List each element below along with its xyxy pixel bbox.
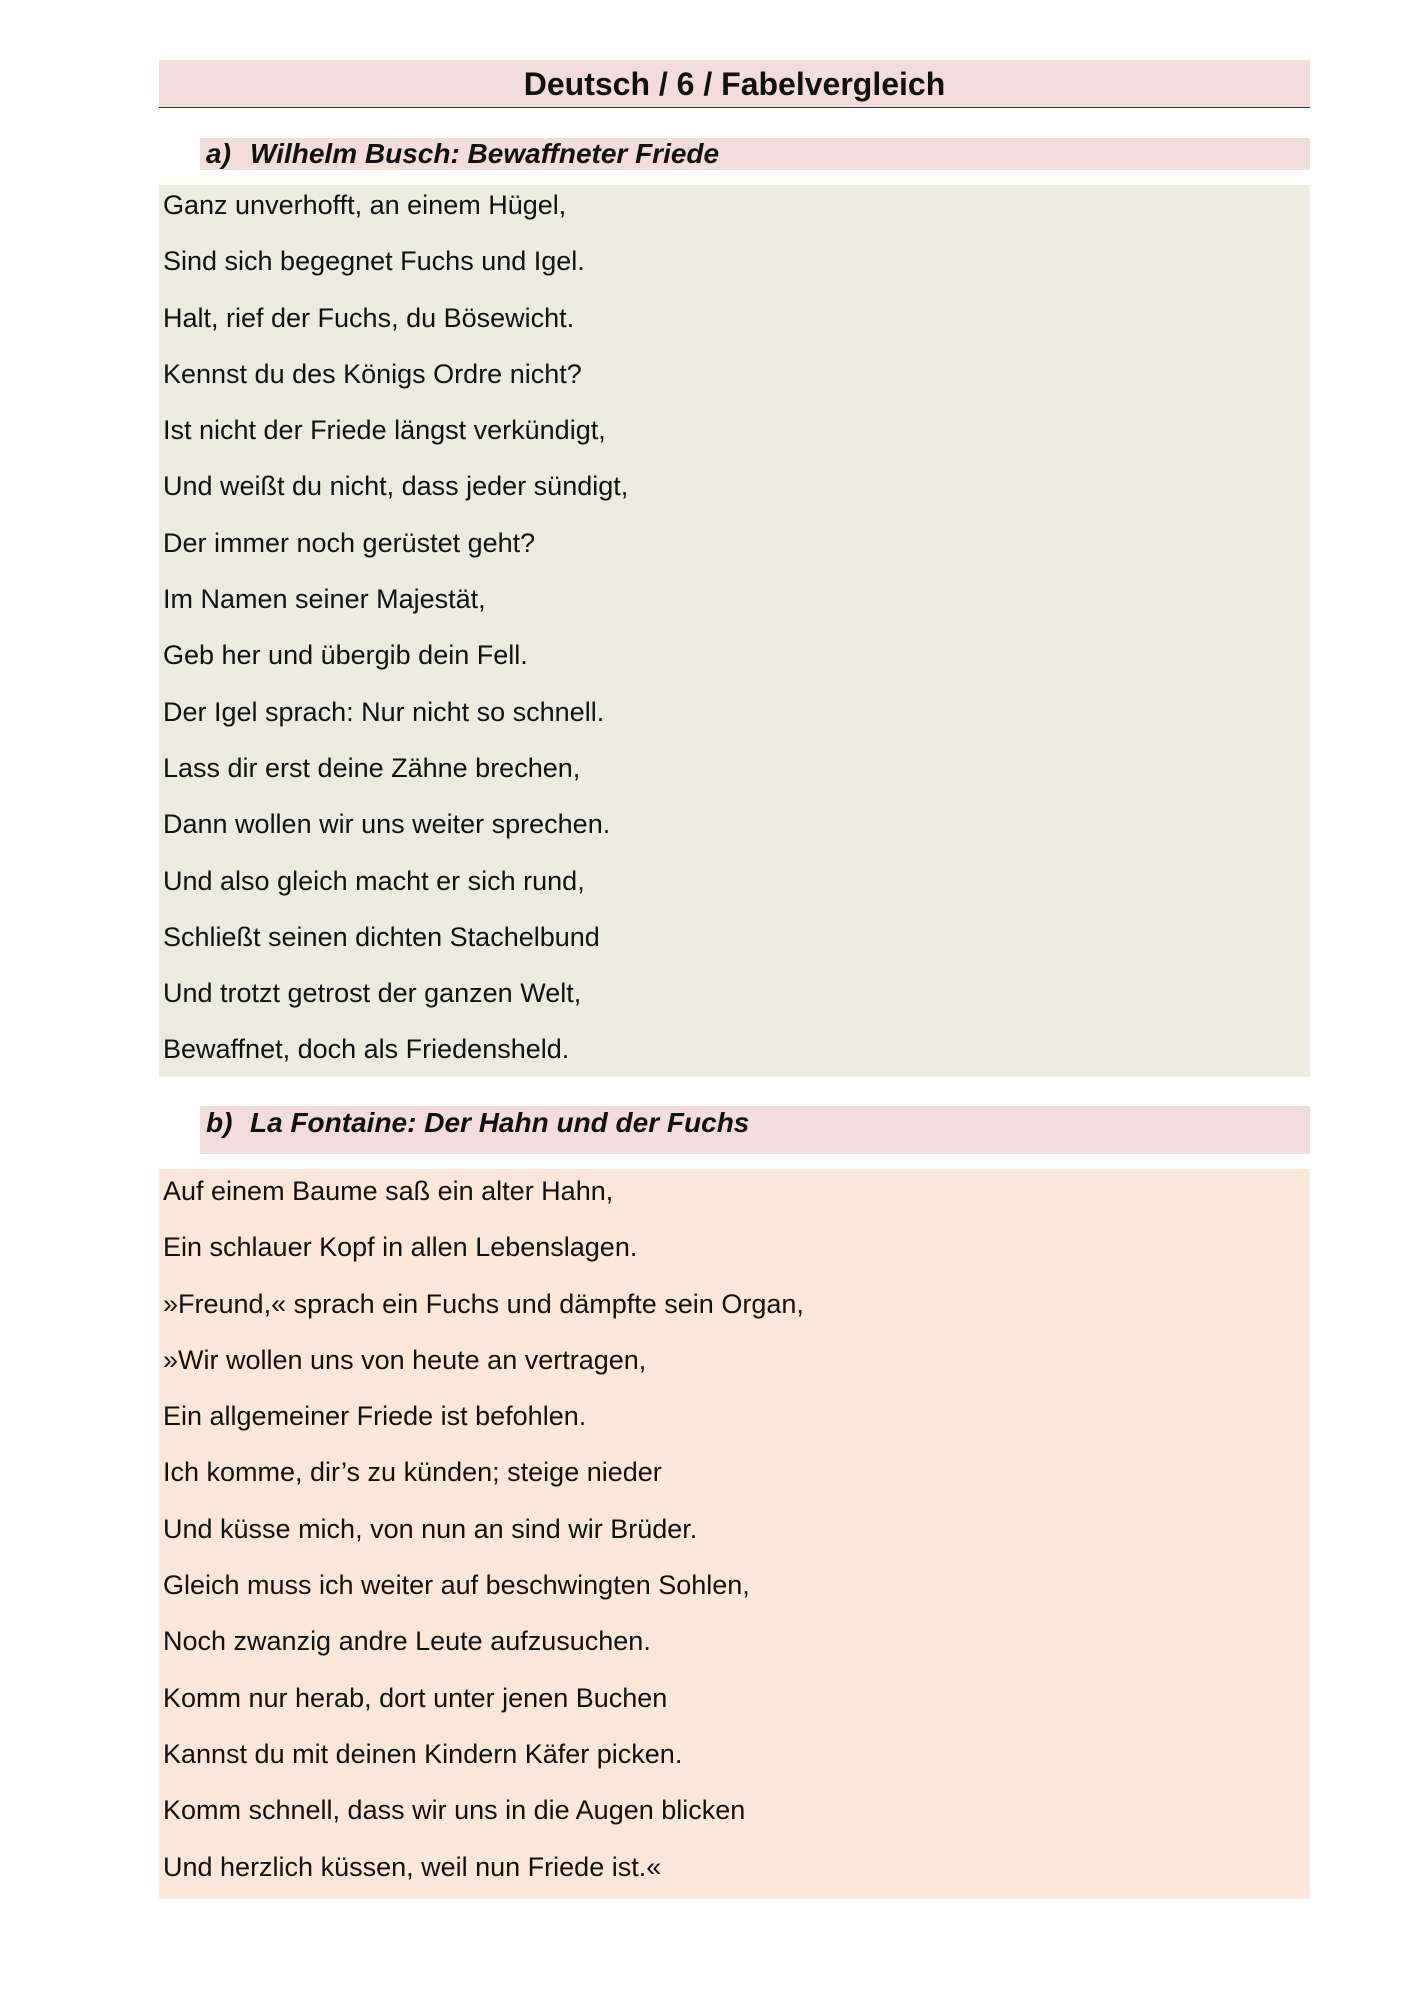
poem-line: Geb her und übergib dein Fell.: [163, 640, 528, 671]
fable-a-poem: [159, 185, 1310, 1077]
poem-line: Sind sich begegnet Fuchs und Igel.: [163, 246, 585, 277]
poem-line: Der Igel sprach: Nur nicht so schnell.: [163, 696, 605, 727]
poem-line: Ich komme, dir’s zu künden; steige nieder: [163, 1457, 662, 1488]
fable-a-heading: [200, 138, 1310, 170]
poem-line: Ist nicht der Friede längst verkündigt,: [163, 415, 606, 446]
poem-line: Halt, rief der Fuchs, du Bösewicht.: [163, 302, 575, 333]
poem-line: Der immer noch gerüstet geht?: [163, 527, 536, 558]
poem-line: Ganz unverhofft, an einem Hügel,: [163, 190, 567, 220]
poem-line: Gleich muss ich weiter auf beschwingten Sohlen,: [163, 1570, 750, 1601]
fable-b-heading: [200, 1106, 1310, 1154]
fable-b-poem: [159, 1169, 1310, 1899]
poem-line: Im Namen seiner Majestät,: [163, 584, 486, 615]
fable-a-letter: a): [206, 138, 231, 169]
page-title: Deutsch / 6 / Fabelvergleich: [159, 60, 1310, 108]
poem-line: Dann wollen wir uns weiter sprechen.: [163, 809, 611, 840]
poem-line: Und weißt du nicht, dass jeder sündigt,: [163, 471, 629, 502]
fable-a-title: Wilhelm Busch: Bewaffneter Friede: [250, 138, 720, 169]
poem-line: Kennst du des Königs Ordre nicht?: [163, 358, 582, 389]
fable-b-title: La Fontaine: Der Hahn und der Fuchs: [250, 1107, 750, 1138]
poem-line: »Freund,« sprach ein Fuchs und dämpfte sein Organ,: [163, 1288, 804, 1319]
poem-line: »Wir wollen uns von heute an vertragen,: [163, 1344, 647, 1375]
poem-line: Ein allgemeiner Friede ist befohlen.: [163, 1401, 587, 1432]
poem-line: Ein schlauer Kopf in allen Lebenslagen.: [163, 1232, 638, 1263]
poem-line: Kannst du mit deinen Kindern Käfer picken.: [163, 1738, 683, 1769]
poem-line: Und herzlich küssen, weil nun Friede ist.«: [163, 1851, 662, 1882]
poem-line: Und trotzt getrost der ganzen Welt,: [163, 978, 582, 1009]
poem-line: Komm nur herab, dort unter jenen Buchen: [163, 1682, 668, 1713]
poem-line: Noch zwanzig andre Leute aufzusuchen.: [163, 1626, 651, 1657]
poem-line: Lass dir erst deine Zähne brechen,: [163, 752, 581, 783]
poem-line: Auf einem Baume saß ein alter Hahn,: [163, 1176, 614, 1206]
poem-line: Bewaffnet, doch als Friedensheld.: [163, 1034, 570, 1065]
poem-line: Komm schnell, dass wir uns in die Augen blicken: [163, 1795, 746, 1826]
poem-line: Und also gleich macht er sich rund,: [163, 865, 585, 896]
poem-line: Schließt seinen dichten Stachelbund: [163, 921, 600, 952]
fable-b-letter: b): [206, 1107, 233, 1138]
poem-line: Und küsse mich, von nun an sind wir Brüder.: [163, 1513, 698, 1544]
